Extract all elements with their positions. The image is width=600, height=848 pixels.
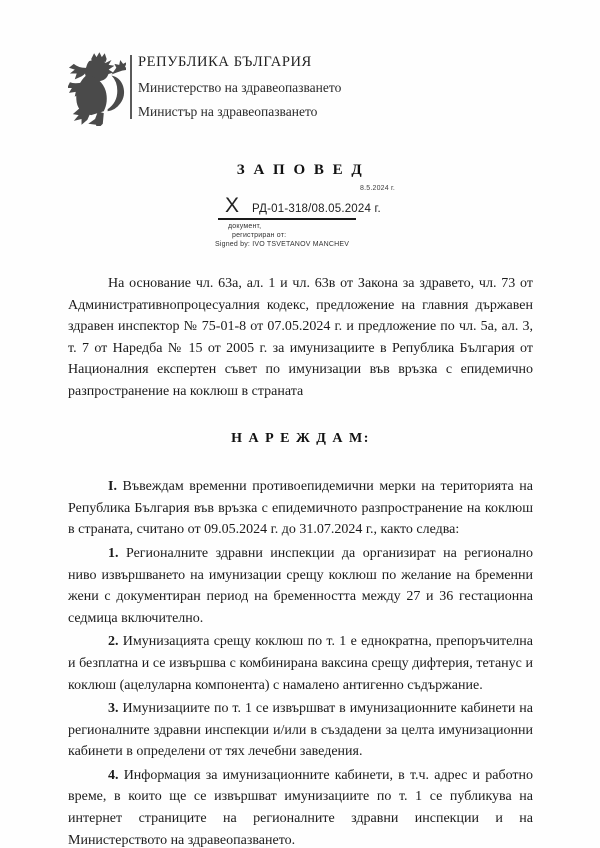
order-item-2-text: Имунизацията срещу коклюш по т. 1 е еднократна, препоръчителна и безплатна и се извършва с комбинирана ваксина срещу дифтерия, тетанус и коклюш (ацелуларна компонента) с намалено антигенно съдържание. [68, 634, 533, 693]
esignature-signer: Signed by: IVO TSVETANOV MANCHEV [215, 241, 350, 248]
order-item-3-text: Имунизациите по т. 1 се извършват в имунизационните кабинети на регионалните здравни инспекции и/или в създадени за целта имунизационни кабинети в определени от тях лечебни заведения. [68, 701, 534, 760]
document-title: З А П О В Е Д [236, 162, 365, 178]
order-item-4 [68, 765, 533, 848]
order-item-I [68, 476, 533, 541]
order-body [68, 273, 533, 848]
esignature-note-document: документ, [228, 223, 262, 230]
order-heading: Н А Р Е Ж Д А М: [231, 430, 370, 446]
order-item-1 [68, 543, 533, 629]
esignature-note-registered-by: регистриран от: [232, 232, 287, 239]
esignature-x-mark: X [225, 194, 240, 217]
esignature-date: 8.5.2024 г. [360, 185, 396, 192]
republic-name: РЕПУБЛИКА БЪЛГАРИЯ [138, 54, 312, 70]
letterhead-text [138, 50, 341, 128]
esignature-block [215, 185, 448, 248]
preamble-paragraph: На основание чл. 63а, ал. 1 и чл. 63в от Закона за здравето, чл. 73 от Административнопроцесуалния кодекс, предложение на главния държавен здравен инспектор № 75-01-8 от 07.05.2024 г. и предложение по чл. 5а, ал. 3, т. 7 от Наредба № 15 от 2005 г. за имунизациите в Република България от Националния експертен съвет по имунизации във връзка с епидемично разпространение на коклюш в страната [68, 276, 533, 399]
order-item-4-text: Информация за имунизационните кабинети, в т.ч. адрес и работно време, в които ще се извършват имунизациите по т. 1 се публикува на интернет страниците на регионалните здравни инспекции и на Министерството на здравеопазването. [68, 767, 533, 848]
esignature-underline [218, 218, 356, 220]
order-number: РД-01-318/08.05.2024 г. [252, 203, 381, 215]
order-item-I-text: Въвеждам временни противоепидемични мерки на територията на Република България във връзка с епидемичното разпространение на коклюш в страната, считано от 09.05.2024 г. до 31.07.2024 г., както следва: [68, 479, 533, 538]
ministry-name: Министерство на здравеопазването [138, 80, 342, 95]
bulgarian-lion-coat-of-arms-icon [68, 52, 126, 126]
letterhead-divider [130, 55, 132, 119]
order-item-1-text: Регионалните здравни инспекции да организират на регионално ниво извършването на имунизации срещу коклюш по желание на бременни жени с документиран период на бременността между 27 и 36 гестационна седмица включително. [68, 545, 534, 626]
letterhead [68, 50, 533, 128]
order-item-3 [68, 698, 533, 763]
order-item-4-number: 4. [108, 767, 119, 783]
esignature-row [218, 195, 381, 216]
order-item-I-number: I. [108, 479, 117, 495]
order-item-1-number: 1. [108, 545, 119, 561]
order-item-2 [68, 631, 533, 696]
order-item-3-number: 3. [108, 701, 119, 717]
minister-title: Министър на здравеопазването [138, 104, 318, 119]
order-item-2-number: 2. [108, 634, 119, 650]
